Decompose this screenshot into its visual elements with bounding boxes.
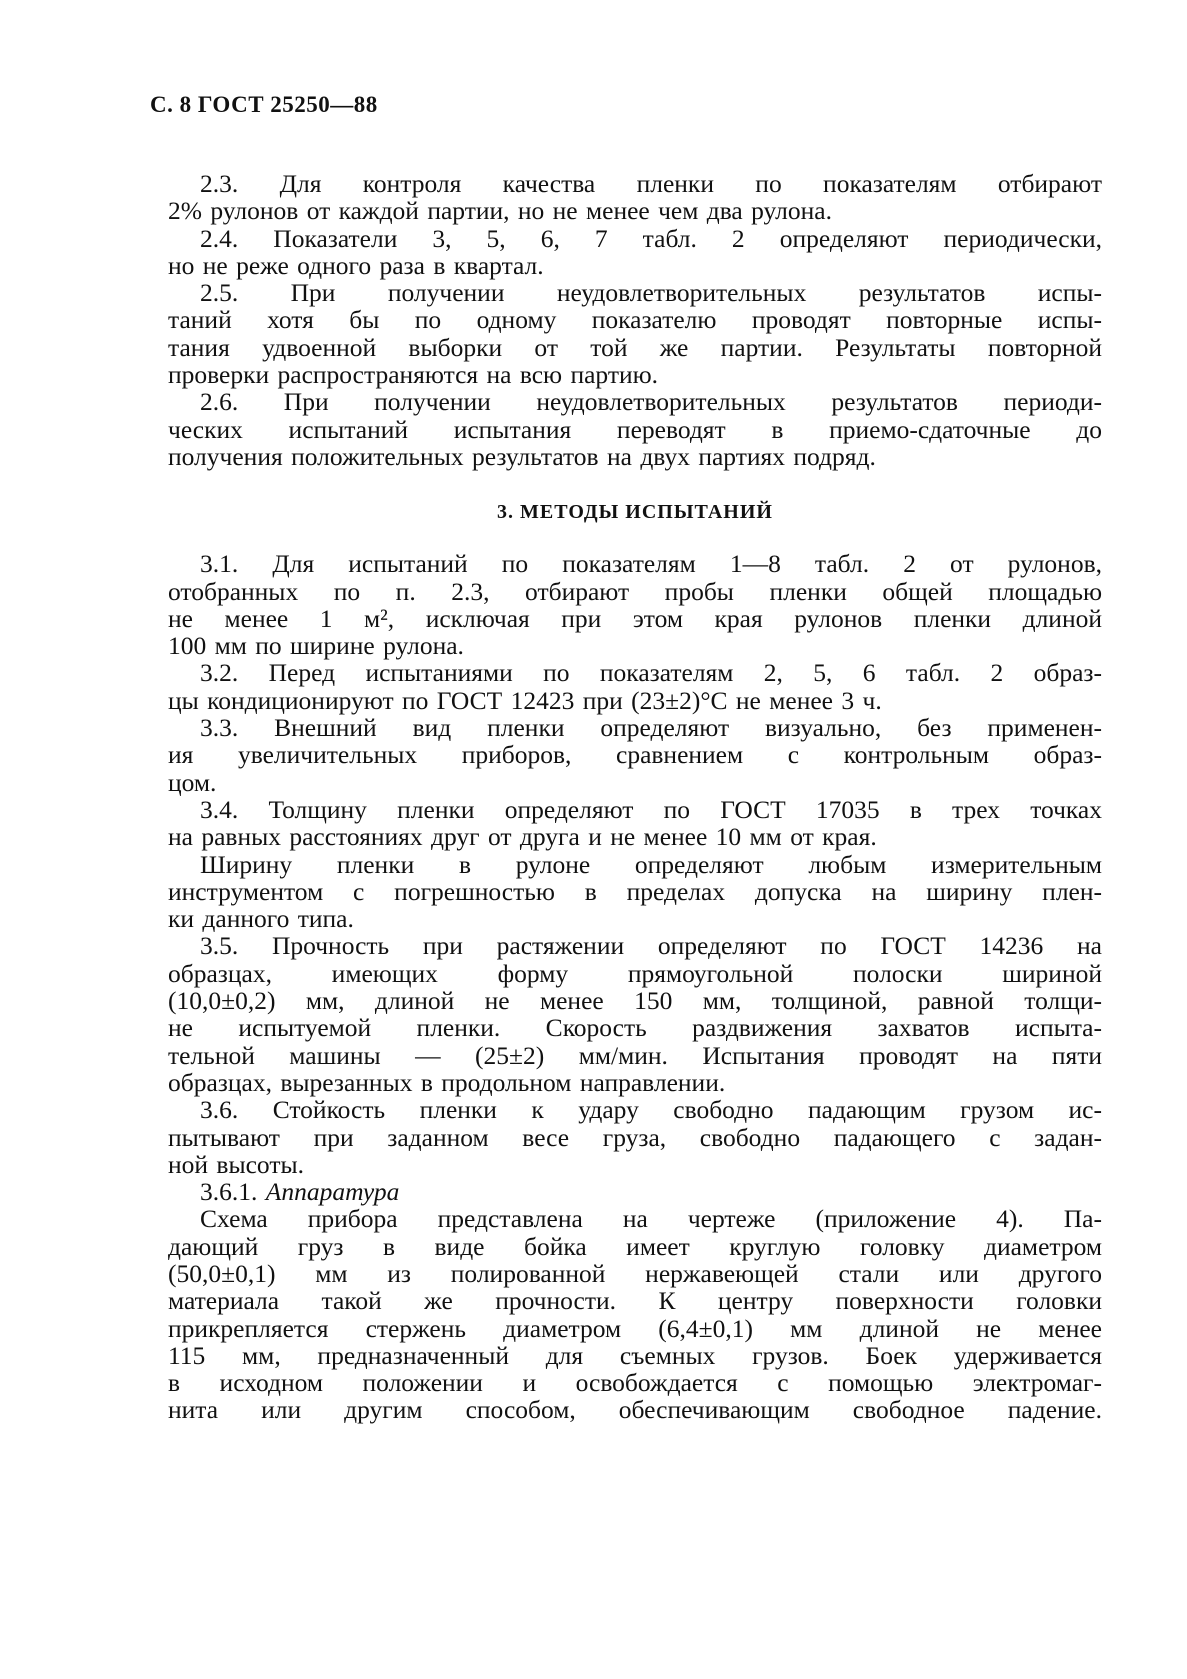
text-line: 100 мм по ширине рулона.	[168, 631, 464, 661]
text-line: отобранных по п. 2.3, отбирают пробы пленки общей площадью	[168, 576, 1102, 606]
text-line: 2% рулонов от каждой партии, но не менее чем два рулона.	[168, 196, 832, 226]
paragraph	[168, 225, 1102, 280]
text-line: Ширину пленки в рулоне определяют любым измерительным	[200, 849, 1102, 879]
subsection-number: 3.6.1.	[200, 1177, 258, 1207]
text-line: 3.6. Стойкость пленки к удару свободно падающим грузом ис-	[200, 1095, 1102, 1125]
text-line: 2.4. Показатели 3, 5, 6, 7 табл. 2 определяют периодически,	[200, 223, 1102, 253]
text-line: 2.5. При получении неудовлетворительных результатов испы-	[200, 278, 1102, 308]
text-line: 2.3. Для контроля качества пленки по показателям отбирают	[200, 169, 1102, 198]
paragraph	[168, 796, 1102, 851]
text-line: ческих испытаний испытания переводят в приемо-сдаточные до	[168, 414, 1102, 444]
text-line: в исходном положении и освобождается с помощью электромаг-	[168, 1368, 1102, 1398]
text-line: таний хотя бы по одному показателю проводят повторные испы-	[168, 305, 1102, 335]
text-line: цы кондиционируют по ГОСТ 12423 при (23±2)°С не менее 3 ч.	[168, 685, 882, 715]
text-line: образцах, вырезанных в продольном направлении.	[168, 1067, 726, 1097]
text-line: дающий груз в виде бойка имеет круглую головку диаметром	[168, 1231, 1102, 1261]
text-line: цом.	[168, 767, 217, 797]
text-line: но не реже одного раза в квартал.	[168, 250, 544, 280]
page-header: С. 8 ГОСТ 25250—88	[150, 92, 378, 117]
text-line: 2.6. При получении неудовлетворительных результатов периоди-	[200, 387, 1102, 417]
text-line: образцах, имеющих форму прямоугольной полоски шириной	[168, 958, 1102, 988]
text-line: 115 мм, предназначенный для съемных грузов. Боек удерживается	[168, 1340, 1102, 1370]
text-line: получения положительных результатов на двух партиях подряд.	[168, 441, 876, 471]
text-line: проверки распространяются на всю партию.	[168, 360, 659, 390]
text-line: 3.5. Прочность при растяжении определяют по ГОСТ 14236 на	[200, 931, 1102, 961]
text-line: ной высоты.	[168, 1149, 304, 1179]
paragraph	[168, 279, 1102, 388]
text-line: инструментом с погрешностью в пределах допуска на ширину плен-	[168, 876, 1102, 906]
paragraph	[168, 1205, 1102, 1423]
text-line: ки данного типа.	[168, 904, 354, 934]
text-line: Схема прибора представлена на чертеже (приложение 4). Па-	[200, 1204, 1102, 1234]
text-line: не менее 1 м², исключая при этом края рулонов пленки длиной	[168, 603, 1102, 633]
paragraph	[168, 1096, 1102, 1178]
text-line: прикрепляется стержень диаметром (6,4±0,1) мм длиной не менее	[168, 1313, 1102, 1343]
section-heading: 3. МЕТОДЫ ИСПЫТАНИЙ	[497, 501, 773, 524]
paragraph	[168, 388, 1102, 470]
text-line: на равных расстояниях друг от друга и не менее 10 мм от края.	[168, 822, 877, 852]
text-line: 3.2. Перед испытаниями по показателям 2, 5, 6 табл. 2 образ-	[200, 658, 1102, 688]
subsection-title: Аппаратура	[265, 1177, 400, 1207]
text-line: (50,0±0,1) мм из полированной нержавеющей стали или другого	[168, 1258, 1102, 1288]
text-line: не испытуемой пленки. Скорость раздвижения захватов испыта-	[168, 1013, 1102, 1043]
text-line: материала такой же прочности. К центру поверхности головки	[168, 1286, 1102, 1316]
subsection-heading	[168, 1178, 1102, 1205]
text-line: тельной машины — (25±2) мм/мин. Испытания проводят на пяти	[168, 1040, 1102, 1070]
paragraph	[168, 851, 1102, 933]
text-line: тания удвоенной выборки от той же партии. Результаты повторной	[168, 332, 1102, 362]
paragraph	[168, 714, 1102, 796]
text-line: нита или другим способом, обеспечивающим свободное падение.	[168, 1395, 1102, 1425]
paragraph	[168, 659, 1102, 714]
paragraph	[168, 170, 1102, 225]
text-line: пытывают при заданном весе груза, свободно падающего с задан-	[168, 1122, 1102, 1152]
paragraph	[168, 932, 1102, 1096]
text-line: 3.4. Толщину пленки определяют по ГОСТ 17035 в трех точках	[200, 794, 1102, 824]
text-line: ия увеличительных приборов, сравнением с контрольным образ-	[168, 740, 1102, 770]
document-body	[168, 170, 1102, 1424]
text-line: 3.3. Внешний вид пленки определяют визуально, без применен-	[200, 713, 1102, 743]
text-line: (10,0±0,2) мм, длиной не менее 150 мм, толщиной, равной толщи-	[168, 986, 1102, 1016]
paragraph	[168, 550, 1102, 659]
text-line: 3.1. Для испытаний по показателям 1—8 табл. 2 от рулонов,	[200, 549, 1102, 579]
